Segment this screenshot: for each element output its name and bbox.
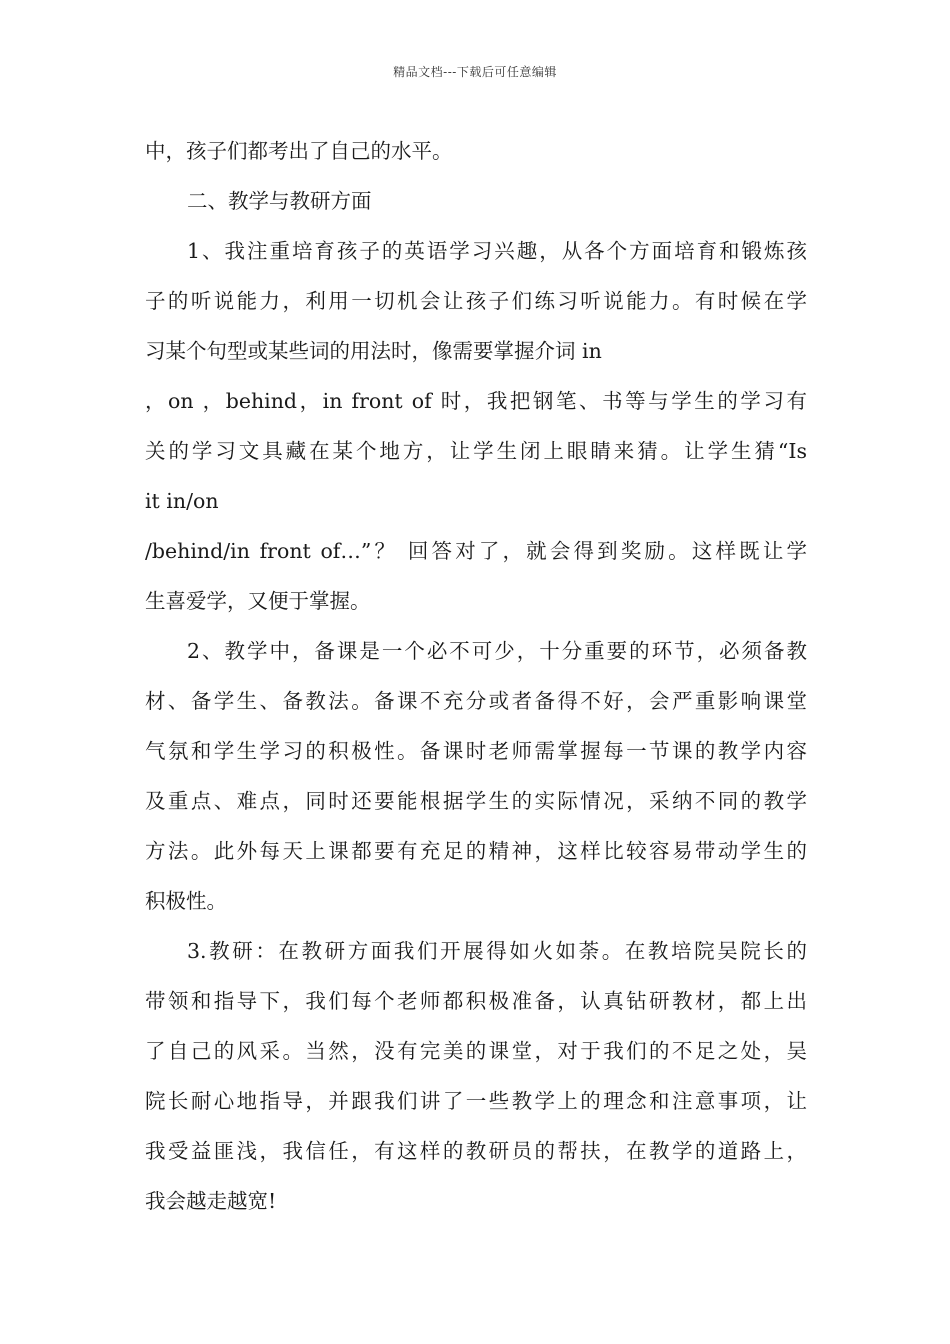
text-line: 2、教学中，备课是一个必不可少，十分重要的环节，必须备教 xyxy=(187,639,807,663)
text-line: 关的学习文具藏在某个地方，让学生闭上眼睛来猜。让学生猜“Is xyxy=(145,439,807,463)
text-line: ，on ，behind，in front of 时，我把钢笔、书等与学生的学习有 xyxy=(145,389,807,413)
text-line: 方法。此外每天上课都要有充足的精神，这样比较容易带动学生的 xyxy=(145,839,807,863)
text-line: 积极性。 xyxy=(145,889,227,913)
text-line: 3.教研：在教研方面我们开展得如火如荼。在教培院吴院长的 xyxy=(187,939,807,963)
text-line: 材、备学生、备教法。备课不充分或者备得不好，会严重影响课堂 xyxy=(145,689,807,713)
text-line: 了自己的风采。当然，没有完美的课堂，对于我们的不足之处，吴 xyxy=(145,1039,807,1063)
text-line: 我会越走越宽! xyxy=(145,1189,277,1213)
text-line: 院长耐心地指导，并跟我们讲了一些教学上的理念和注意事项，让 xyxy=(145,1089,807,1113)
section-heading: 二、教学与教研方面 xyxy=(187,189,372,213)
text-line: it in/on xyxy=(145,489,219,513)
text-line: 习某个句型或某些词的用法时，像需要掌握介词 in xyxy=(145,339,602,363)
text-line: 带领和指导下，我们每个老师都积极准备，认真钻研教材，都上出 xyxy=(145,989,807,1013)
text-line: 生喜爱学，又便于掌握。 xyxy=(145,589,371,613)
text-line: 子的听说能力，利用一切机会让孩子们练习听说能力。有时候在学 xyxy=(145,289,807,313)
document-body xyxy=(145,126,807,1226)
text-line: 我受益匪浅，我信任，有这样的教研员的帮扶，在教学的道路上， xyxy=(145,1139,807,1163)
page-header: 精品文档---下载后可任意编辑 xyxy=(393,65,557,79)
text-line: 1、我注重培育孩子的英语学习兴趣，从各个方面培育和锻炼孩 xyxy=(187,239,807,263)
text-line: 中，孩子们都考出了自己的水平。 xyxy=(145,139,453,163)
text-line: /behind/in front of…”？ 回答对了，就会得到奖励。这样既让学 xyxy=(145,539,807,563)
text-line: 及重点、难点，同时还要能根据学生的实际情况，采纳不同的教学 xyxy=(145,789,807,813)
text-line: 气氛和学生学习的积极性。备课时老师需掌握每一节课的教学内容 xyxy=(145,739,807,763)
